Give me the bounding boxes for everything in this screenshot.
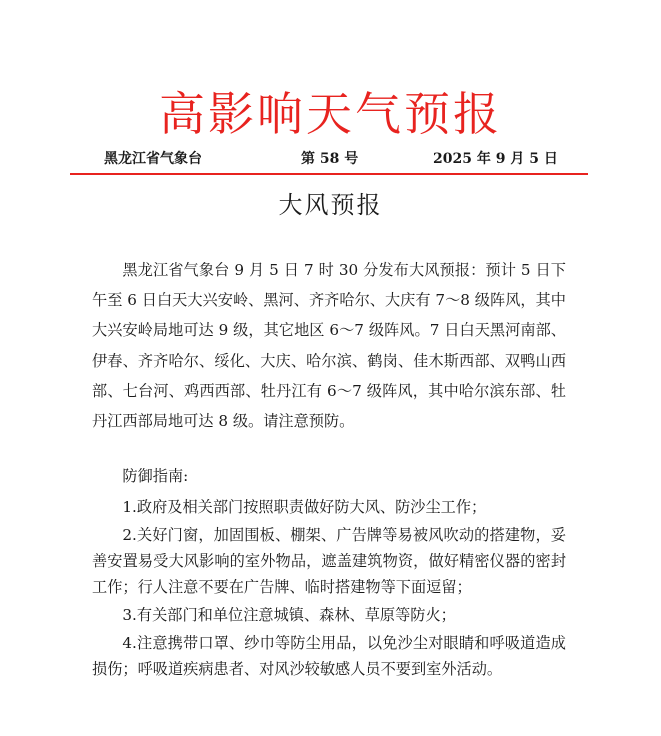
guidance-item: 2.关好门窗，加固围板、棚架、广告牌等易被风吹动的搭建物，妥善安置易受大风影响的室外物品，遮盖建筑物资，做好精密仪器的密封工作；行人注意不要在广告牌、临时搭建物等下面逗留； [92,526,566,596]
masthead-title: 高影响天气预报 [159,87,502,141]
issue-number: 第 58 号 [301,151,359,167]
guidance-item: 4.注意携带口罩、纱巾等防尘用品，以免沙尘对眼睛和呼吸道造成损伤；呼吸道疾病患者、对风沙较敏感人员不要到室外活动。 [92,634,566,678]
document-title: 大风预报 [278,191,383,219]
issuer-label: 黑龙江省气象台 [104,151,202,167]
issue-date: 2025 年 9 月 5 日 [433,151,558,167]
guidance-heading: 防御指南: [122,467,189,485]
red-divider [70,173,588,175]
forecast-paragraph: 黑龙江省气象台 9 月 5 日 7 时 30 分发布大风预报：预计 5 日下午至 6 日白天大兴安岭、黑河、齐齐哈尔、大庆有 7～8 级阵风，其中大兴安岭局地可达 9 级，其它地区 6～7 级阵风。7 日白天黑河南部、伊春、齐齐哈尔、绥化、大庆、哈尔滨、鹤岗、佳木斯西部、双鸭山西部、七台河、鸡西西部、牡丹江有 6～7 级阵风，其中哈尔滨东部、牡丹江西部局地可达 8 级。请注意预防。 [92,261,566,431]
guidance-item: 1.政府及相关部门按照职责做好防大风、防沙尘工作； [122,498,487,516]
guidance-item: 3.有关部门和单位注意城镇、森林、草原等防火； [122,606,456,624]
defense-guidance [92,463,566,684]
forecast-body [92,255,566,436]
